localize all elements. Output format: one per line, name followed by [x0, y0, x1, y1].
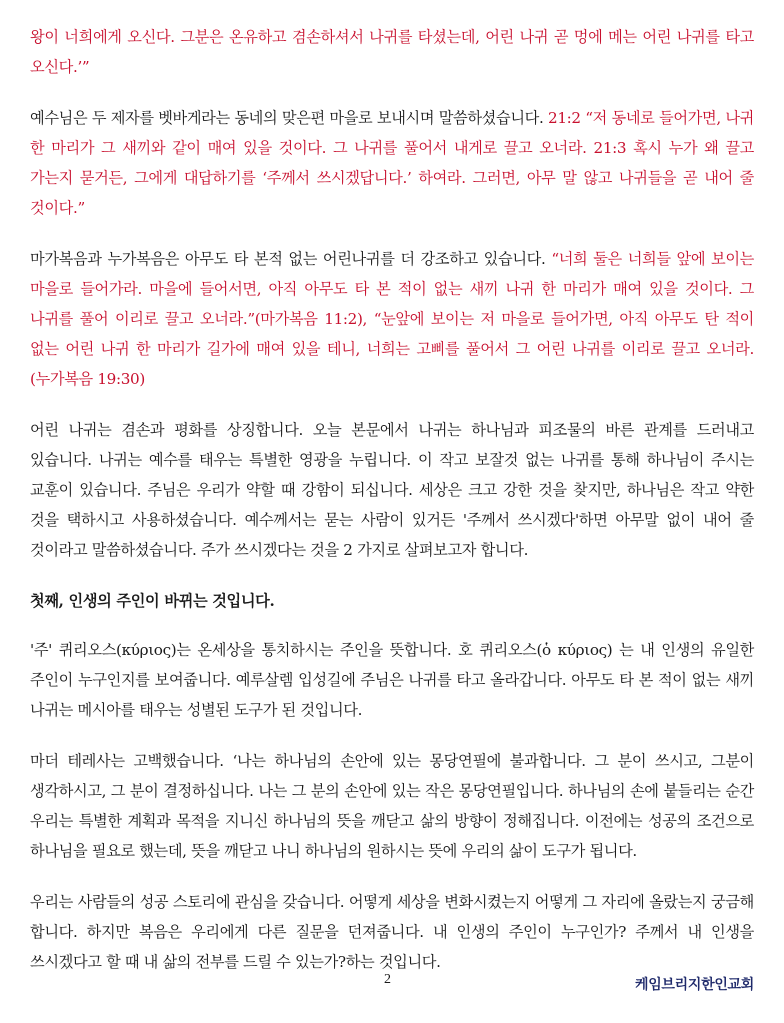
heading-text: 첫째, 인생의 주인이 바뀌는 것입니다. — [30, 592, 275, 610]
paragraph — [30, 415, 754, 565]
paragraph — [30, 22, 754, 82]
scripture-text: 21:2 “저 동네로 들어가면, 나귀 한 마리가 그 새끼와 같이 매여 있을 것이다. 그 나귀를 풀어서 내게로 끌고 오너라. 21:3 혹시 누가 왜 끌고 가는지 묻거든, 그에게 대답하기를 ‘주께서 쓰시겠답니다.’ 하여라. 그러면, 아무 말 않고 나귀들을 곧 내어 줄 것이다.” — [30, 109, 754, 217]
section-heading — [30, 586, 754, 616]
body-text: '주' 퀴리오스(κύριος)는 온세상을 통치하시는 주인을 뜻합니다. 호 퀴리오스(ὁ κύριος) 는 내 인생의 유일한 주인이 누구인지를 보여줍니다. 예루살렘 입성길에 주님은 나귀를 타고 올라갑니다. 아무도 타 본 적이 없는 새끼 나귀는 메시아를 태우는 성별된 도구가 된 것입니다. — [30, 641, 754, 719]
body-text: 마가복음과 누가복음은 아무도 타 본적 없는 어린나귀를 더 강조하고 있습니다. — [30, 250, 552, 268]
body-text: 예수님은 두 제자를 벳바게라는 동네의 맞은편 마을로 보내시며 말씀하셨습니다. — [30, 109, 548, 127]
body-text: 우리는 사람들의 성공 스토리에 관심을 갖습니다. 어떻게 세상을 변화시켰는지 어떻게 그 자리에 올랐는지 궁금해 합니다. 하지만 복음은 우리에게 다른 질문을 던져줍니다. 내 인생의 주인이 누구인가? 주께서 내 인생을 쓰시겠다고 할 때 내 삶의 전부를 드릴 수 있는가?하는 것입니다. — [30, 893, 754, 971]
body-text: 어린 나귀는 겸손과 평화를 상징합니다. 오늘 본문에서 나귀는 하나님과 피조물의 바른 관계를 드러내고 있습니다. 나귀는 예수를 태우는 특별한 영광을 누립니다. 이 작고 보잘것 없는 나귀를 통해 하나님이 주시는 교훈이 있습니다. 주님은 우리가 약할 때 강함이 되십니다. 세상은 크고 강한 것을 찾지만, 하나님은 작고 약한 것을 택하시고 사용하셨습니다. 예수께서는 묻는 사람이 있거든 '주께서 쓰시겠다'하면 아무말 없이 내어 줄 것이라고 말씀하셨습니다. 주가 쓰시겠다는 것을 2 가지로 살펴보고자 합니다. — [30, 421, 754, 559]
page-number: 2 — [384, 972, 391, 987]
paragraph — [30, 635, 754, 725]
paragraph — [30, 244, 754, 394]
paragraph — [30, 103, 754, 223]
scripture-text: “너희 둘은 너희들 앞에 보이는 마을로 들어가라. 마을에 들어서면, 아직 아무도 타 본 적이 없는 새끼 나귀 한 마리가 매여 있을 것이다. 그 나귀를 풀어 이리로 끌고 오너라.”(마가복음 11:2), “눈앞에 보이는 저 마을로 들어가면, 아직 아무도 탄 적이 없는 어린 나귀 한 마리가 길가에 매여 있을 테니, 너희는 고삐를 풀어서 그 어린 나귀를 이리로 끌고 오너라.(누가복음 19:30) — [30, 250, 755, 388]
document-body — [30, 22, 754, 998]
church-name: 케임브리지한인교회 — [634, 977, 754, 993]
paragraph — [30, 887, 754, 977]
paragraph — [30, 746, 754, 866]
scripture-text: 왕이 너희에게 오신다. 그분은 온유하고 겸손하셔서 나귀를 타셨는데, 어린 나귀 곧 멍에 메는 어린 나귀를 타고 오신다.’” — [30, 28, 754, 76]
body-text: 마더 테레사는 고백했습니다. ‘나는 하나님의 손안에 있는 몽당연필에 불과합니다. 그 분이 쓰시고, 그분이 생각하시고, 그 분이 결정하십니다. 나는 그 분의 손안에 있는 작은 몽당연필입니다. 하나님의 손에 붙들리는 순간 우리는 특별한 계획과 목적을 지니신 하나님의 뜻을 깨닫고 삶의 방향이 정해집니다. 이전에는 성공의 조건으로 하나님을 필요로 했는데, 뜻을 깨닫고 나니 하나님의 원하시는 뜻에 우리의 삶이 도구가 됩니다. — [30, 752, 754, 860]
